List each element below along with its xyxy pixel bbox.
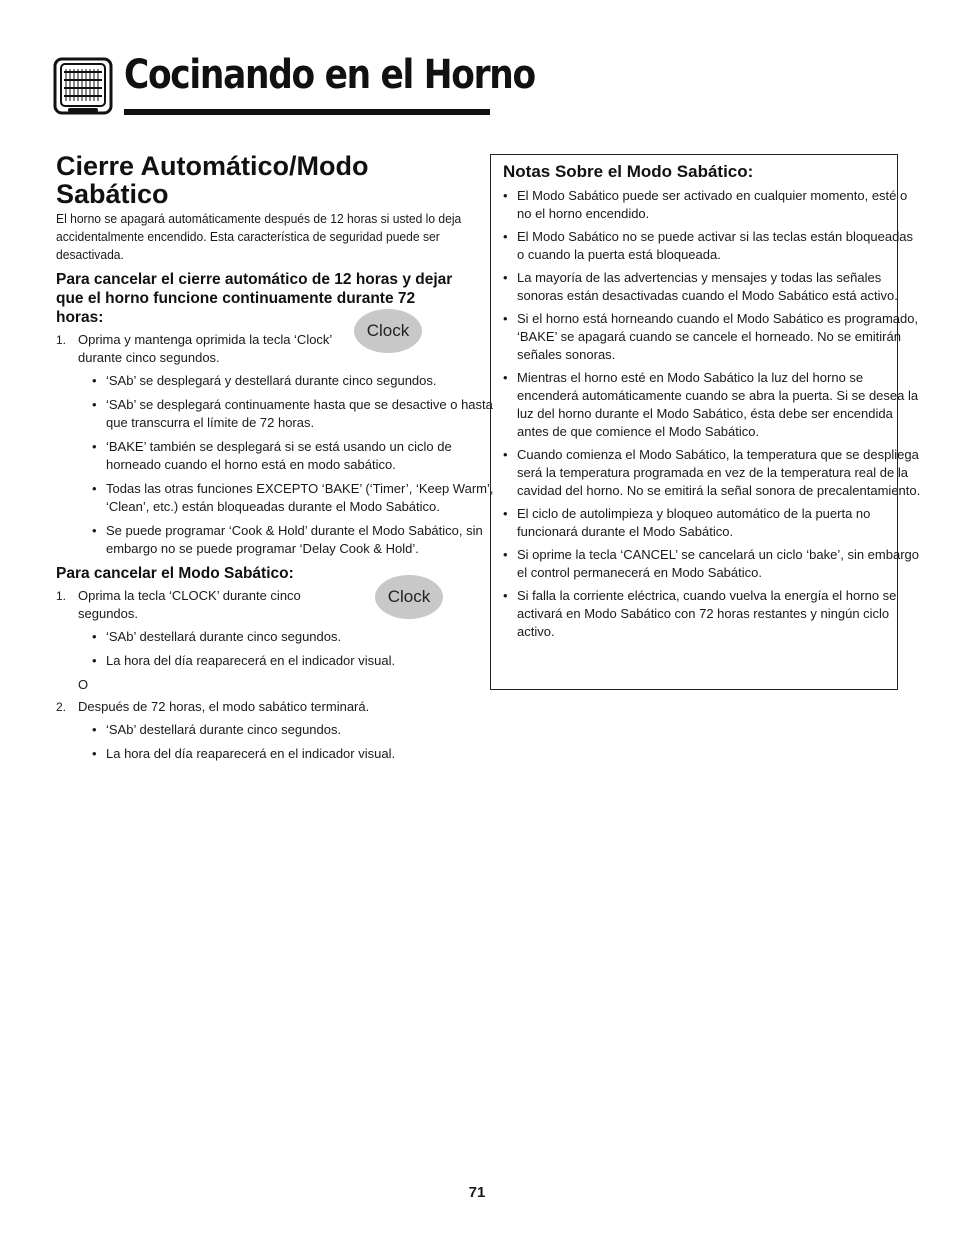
or-separator: O	[78, 677, 89, 692]
bullet-item: • Se puede programar ‘Cook & Hold’ durante el Modo Sabático, sin embargo no se puede programar ‘Delay Cook & Hold’.	[92, 522, 506, 558]
note-item: • La mayoría de las advertencias y mensajes y todas las señales sonoras están desactivadas cuando el Modo Sabático está activo.	[503, 269, 922, 305]
step-bullets	[78, 628, 466, 670]
notes-title: Notas Sobre el Modo Sabático:	[503, 162, 754, 181]
step-bullets	[78, 721, 466, 763]
step-text: Oprima y mantenga oprimida la tecla ‘Clock’ durante cinco segundos.	[78, 332, 332, 365]
cancel-sabbath-heading: Para cancelar el Modo Sabático:	[56, 565, 294, 582]
cancel-auto-off-heading: Para cancelar el cierre automático de 12 horas y dejar que el horno funcione continuamente durante 72 horas:	[56, 271, 453, 326]
bullet-item: • ‘SAb’ se desplegará y destellará durante cinco segundos.	[92, 372, 506, 390]
intro-paragraph: El horno se apagará automáticamente después de 12 horas si usted lo deja accidentalmente encendido. Esta característica de seguridad puede ser desactivada.	[56, 211, 462, 262]
step-text: Después de 72 horas, el modo sabático terminará.	[78, 699, 370, 714]
bullet-item: • La hora del día reaparecerá en el indicador visual.	[92, 745, 506, 763]
note-item: • Si el horno está horneando cuando el Modo Sabático es programado, ‘BAKE’ se apagará cuando se cancele el horneado. No se emitirán señales sonoras.	[503, 310, 922, 364]
bullet-item: • Todas las otras funciones EXCEPTO ‘BAKE’ (‘Timer’, ‘Keep Warm’, ‘Clean’, etc.) están bloqueadas durante el Modo Sabático.	[92, 480, 506, 516]
cancel-auto-off-steps	[56, 321, 494, 558]
step-number: 1.	[56, 589, 67, 603]
note-item: • Si oprime la tecla ‘CANCEL’ se cancelará un ciclo ‘bake’, sin embargo el control permanecerá en Modo Sabático.	[503, 546, 922, 582]
clock-key-button: Clock	[375, 575, 443, 619]
oven-icon	[52, 56, 114, 118]
bullet-item: • ‘SAb’ destellará durante cinco segundos.	[92, 721, 506, 739]
bullet-item: • ‘SAb’ destellará durante cinco segundos.	[92, 628, 506, 646]
note-item: • Cuando comienza el Modo Sabático, la temperatura que se despliega será la temperatura programada en vez de la temperatura real de la cavidad del horno. No se emitirá la señal sonora de precalentamiento.	[503, 446, 922, 500]
note-item: • El ciclo de autolimpieza y bloqueo automático de la puerta no funcionará durante el Modo Sabático.	[503, 505, 922, 541]
note-item: • Mientras el horno esté en Modo Sabático la luz del horno se encenderá automáticamente cuando se abra la puerta. Si se desea la luz del horno durante el Modo Sabático, ésta debe ser encendida antes de que comience el Modo Sabático.	[503, 369, 922, 441]
step-item	[56, 587, 466, 670]
note-item: • El Modo Sabático puede ser activado en cualquier momento, esté o no el horno encendido.	[503, 187, 922, 223]
step-number: 1.	[56, 333, 67, 347]
note-item: • Si falla la corriente eléctrica, cuando vuelva la energía el horno se activará en Modo Sabático con 72 horas restantes y ningún ciclo activo.	[503, 587, 922, 641]
step-item	[56, 321, 494, 558]
page-number: 71	[468, 1184, 486, 1201]
step-text: Oprima la tecla ‘CLOCK’ durante cinco segundos.	[78, 588, 301, 621]
bullet-item: • La hora del día reaparecerá en el indicador visual.	[92, 652, 506, 670]
page-header	[52, 52, 535, 120]
cancel-sabbath-steps	[56, 587, 466, 763]
title-underline	[124, 109, 490, 115]
step-number: 2.	[56, 700, 67, 714]
note-item: • El Modo Sabático no se puede activar si las teclas están bloqueadas o cuando la puerta está bloqueada.	[503, 228, 922, 264]
sabbath-notes-box	[490, 154, 921, 690]
sabbath-mode-section	[56, 151, 494, 769]
bullet-item: • ‘BAKE’ también se desplegará si se está usando un ciclo de horneado cuando el horno está en modo sabático.	[92, 438, 506, 474]
page-title: Cocinando en el Horno	[124, 52, 535, 98]
clock-key-button: Clock	[354, 309, 422, 353]
notes-list	[503, 187, 921, 641]
step-bullets	[78, 372, 494, 558]
section-heading: Cierre Automático/Modo Sabático	[56, 151, 369, 209]
step-item	[56, 698, 466, 763]
bullet-item: • ‘SAb’ se desplegará continuamente hasta que se desactive o hasta que transcurra el límite de 72 horas.	[92, 396, 506, 432]
